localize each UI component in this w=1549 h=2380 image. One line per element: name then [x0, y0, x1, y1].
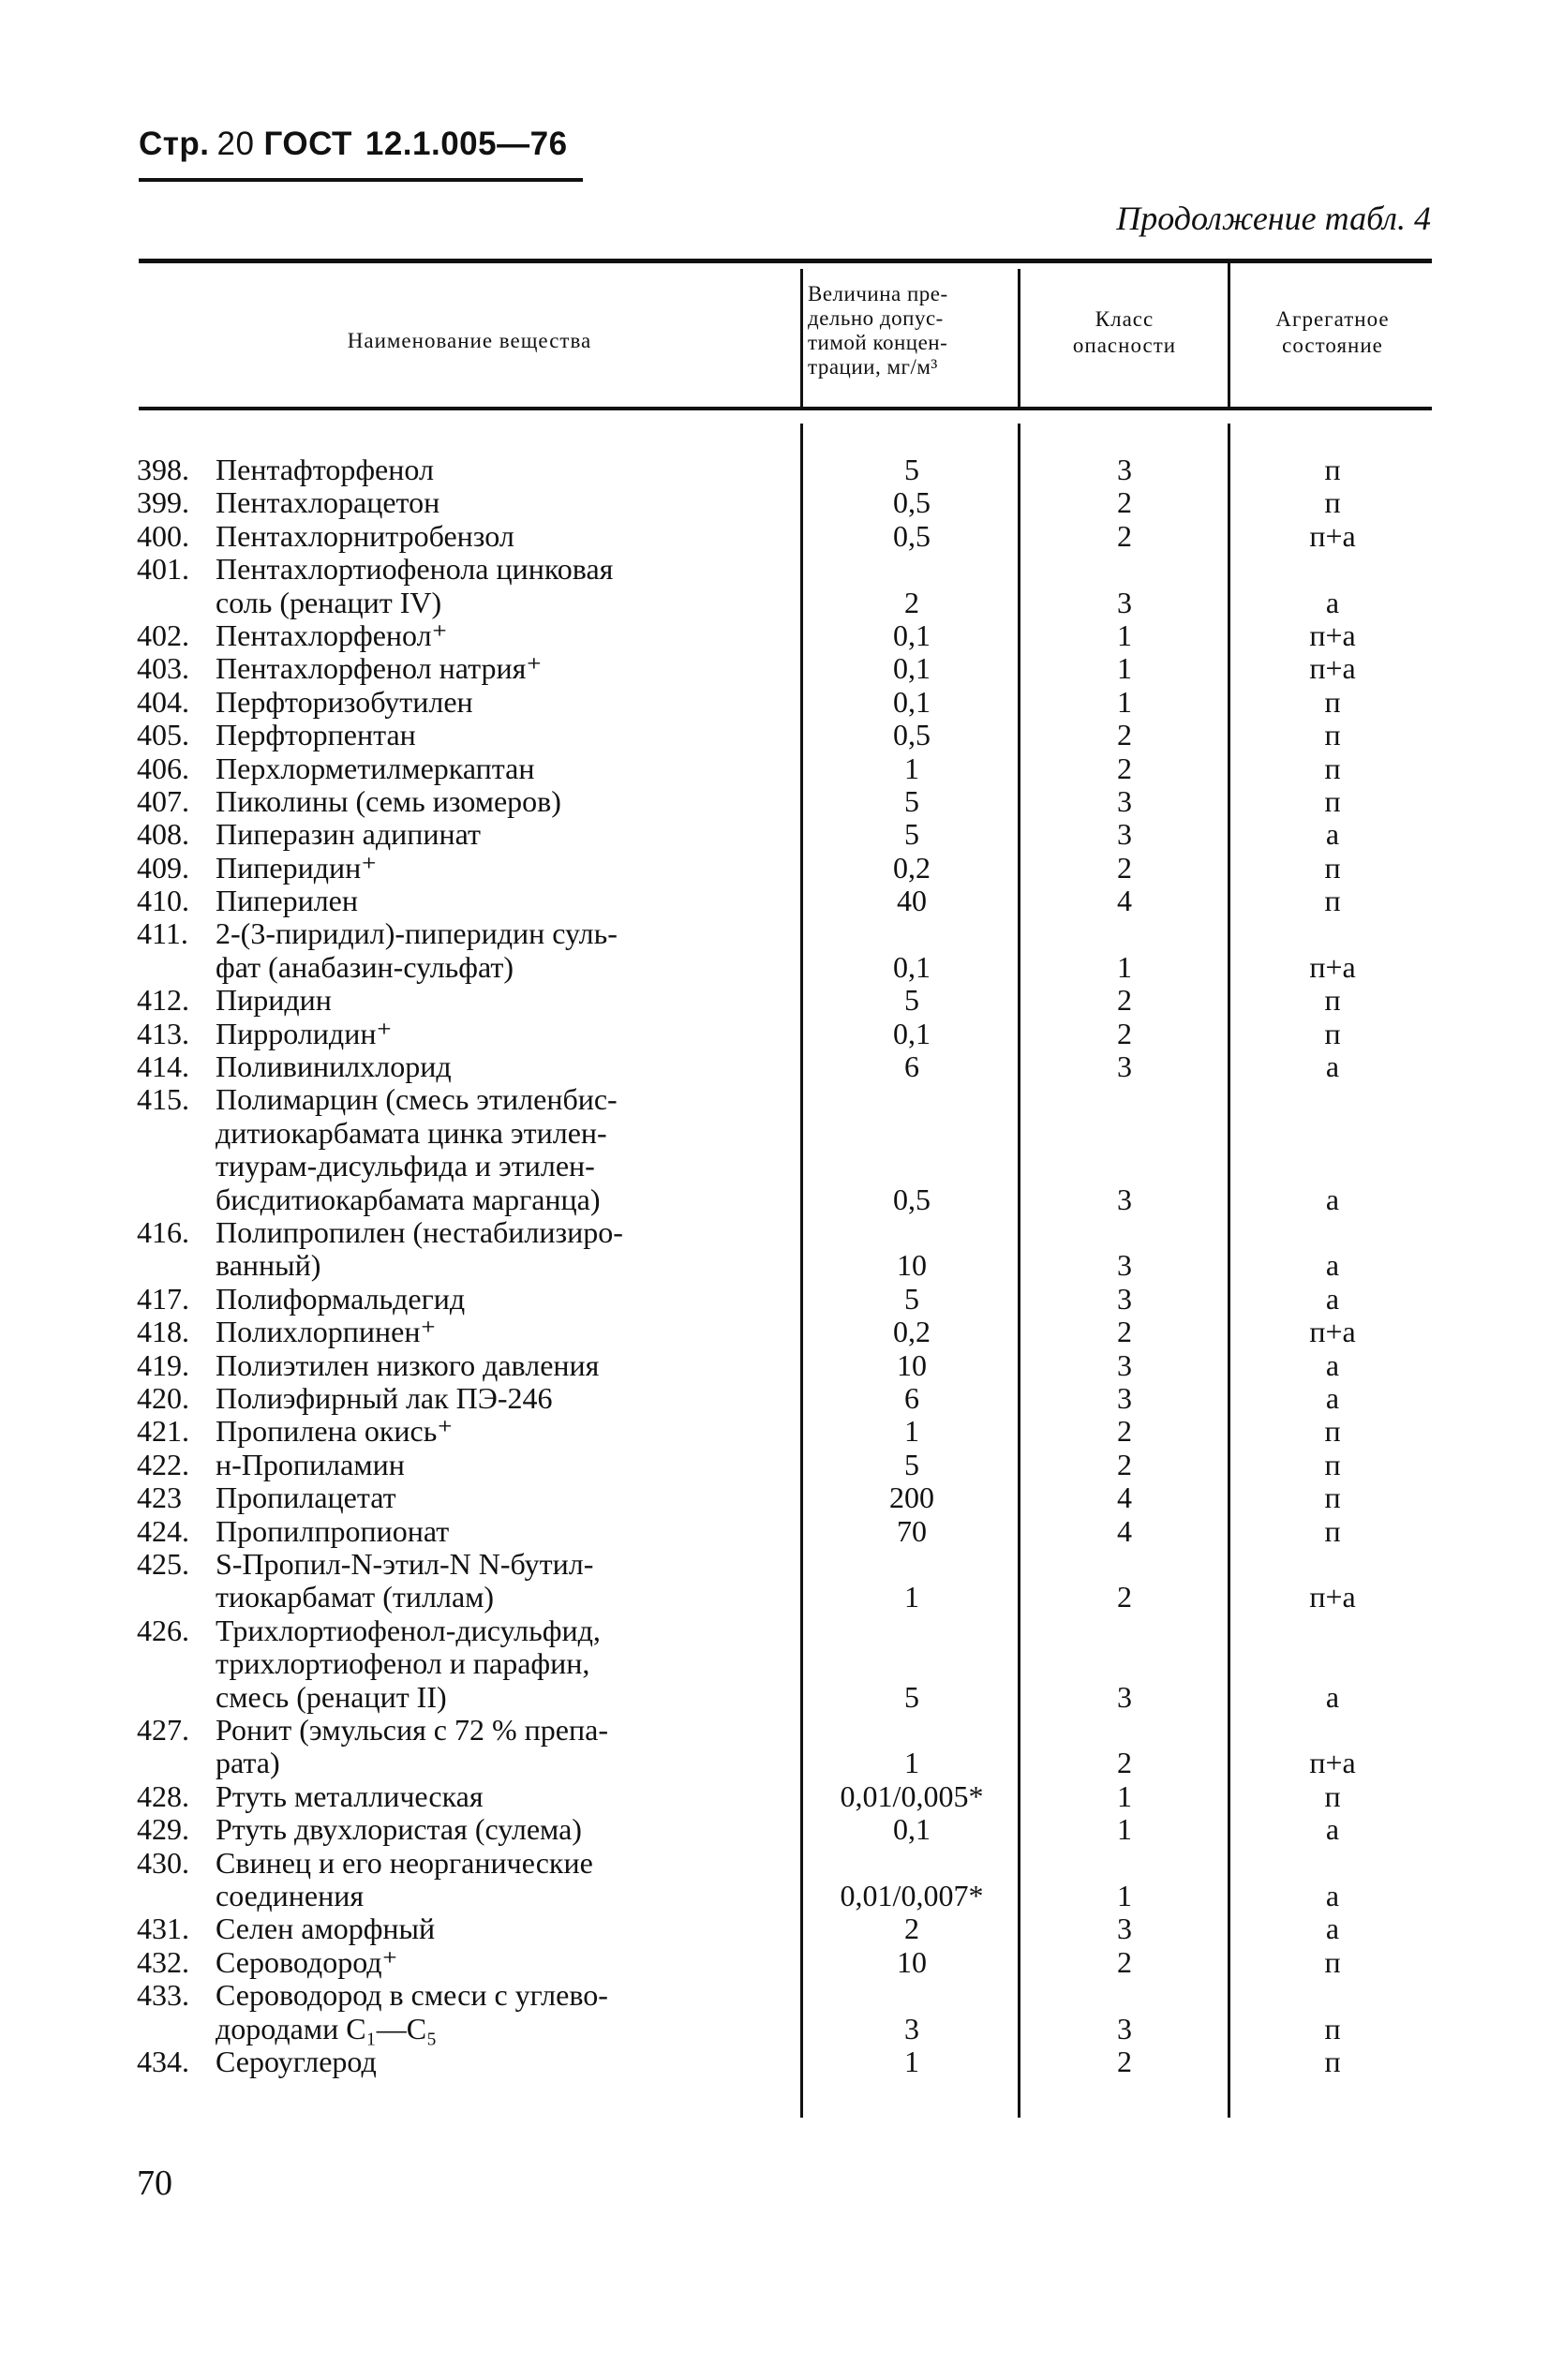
table-row: [0, 752, 1549, 785]
column-header-line: опасности: [1072, 334, 1177, 357]
substance-name-line: соединения: [216, 1878, 365, 1912]
row-number: 419.: [137, 1347, 189, 1382]
substance-name-line: Перхлорметилмеркаптан: [216, 751, 535, 785]
substance-name: [216, 1316, 797, 1348]
table-row: [0, 818, 1549, 851]
row-number: 433.: [137, 1978, 189, 2013]
concentration-value: 0,5: [893, 718, 931, 752]
aggregate-state: п+а: [1309, 949, 1356, 984]
substance-name-line: Трихлортиофенол-дисульфид,: [216, 1613, 601, 1647]
row-number: 426.: [137, 1613, 189, 1647]
hazard-class: 4: [1117, 1513, 1132, 1548]
substance-name: [216, 1283, 797, 1316]
row-number: 421.: [137, 1414, 189, 1449]
substance-name: [216, 1515, 797, 1548]
row-number: 401.: [137, 552, 189, 587]
substance-name-line: н-Пропиламин: [216, 1447, 405, 1481]
table-row: [0, 1283, 1549, 1316]
column-header-line: трации, мг/м³: [808, 355, 938, 379]
row-number: 423: [137, 1480, 182, 1515]
substance-name: [216, 1912, 797, 1945]
substance-name-line: 2-(3-пиридил)-пиперидин суль-: [216, 916, 618, 951]
aggregate-state: п: [1324, 453, 1341, 486]
table-row: [0, 917, 1549, 984]
concentration-value: 5: [904, 983, 919, 1018]
substance-name: [216, 1216, 797, 1283]
hazard-class: 3: [1117, 1381, 1132, 1416]
hazard-class: 3: [1117, 1347, 1132, 1382]
row-number: 403.: [137, 651, 189, 686]
hazard-class: 2: [1117, 1746, 1132, 1780]
column-header-state: [1233, 306, 1432, 359]
concentration-value: 0,1: [893, 651, 931, 686]
substance-name: [216, 1780, 797, 1813]
table-row: [0, 785, 1549, 818]
concentration-value: 1: [904, 2044, 919, 2078]
concentration-value: 0,2: [893, 850, 931, 885]
table-row: [0, 520, 1549, 553]
substance-name-line: Пиколины (семь изомеров): [216, 783, 561, 818]
substance-name-line: Сероуглерод: [216, 2044, 377, 2078]
table-row: [0, 1316, 1549, 1348]
row-number: 422.: [137, 1447, 189, 1481]
table-header-rule: [139, 407, 1432, 410]
substance-name: [216, 917, 797, 984]
substance-name-line: тиурам-дисульфида и этилен-: [216, 1149, 595, 1183]
row-number: 428.: [137, 1778, 189, 1813]
row-number: 432.: [137, 1944, 189, 1979]
substance-name-line: Пентахлортиофенола цинковая: [216, 552, 614, 587]
concentration-value: 5: [904, 1679, 919, 1714]
hazard-class: 1: [1117, 1778, 1132, 1813]
hazard-class: 2: [1117, 751, 1132, 785]
substance-name: [216, 619, 797, 652]
table-row: [0, 1083, 1549, 1216]
aggregate-state: п: [1324, 718, 1341, 752]
substance-name-line: Сероводород⁺: [216, 1944, 398, 1979]
concentration-value: 1: [904, 1580, 919, 1614]
substance-name: [216, 719, 797, 751]
concentration-value: 5: [904, 1281, 919, 1316]
concentration-value: 0,01/0,005*: [840, 1778, 984, 1813]
concentration-value: 1: [904, 1414, 919, 1449]
aggregate-state: а: [1325, 817, 1340, 852]
substance-name: [216, 1946, 797, 1979]
concentration-value: 6: [904, 1381, 919, 1416]
substance-name: [216, 1415, 797, 1448]
hazard-class: 2: [1117, 1580, 1132, 1614]
table-row: [0, 1515, 1549, 1548]
substance-name-line: Свинец и его неорганические: [216, 1845, 593, 1880]
header-rule: [139, 178, 583, 182]
table-row: [0, 984, 1549, 1017]
aggregate-state: а: [1325, 1347, 1340, 1382]
hazard-class: 3: [1117, 1911, 1132, 1946]
row-number: 420.: [137, 1381, 189, 1416]
row-number: 411.: [137, 916, 188, 951]
concentration-value: 40: [897, 884, 927, 918]
table-continuation-caption: Продолжение табл. 4: [1116, 200, 1431, 237]
running-header: [139, 126, 568, 163]
aggregate-state: п: [1324, 1414, 1341, 1449]
hazard-class: 1: [1117, 1878, 1132, 1912]
substance-name: [216, 2045, 797, 2078]
substance-name: [216, 1614, 797, 1714]
row-number: 410.: [137, 884, 189, 918]
substance-name-line: S-Пропил-N-этил-N N-бутил-: [216, 1546, 594, 1581]
concentration-value: 1: [904, 751, 919, 785]
row-number: 413.: [137, 1016, 189, 1050]
substance-name-line: Сероводород в смеси с углево-: [216, 1978, 608, 2013]
table-row: [0, 1216, 1549, 1283]
concentration-value: 0,2: [893, 1315, 931, 1349]
row-number: 404.: [137, 684, 189, 719]
table-row: [0, 686, 1549, 719]
aggregate-state: п: [1324, 1778, 1341, 1813]
aggregate-state: п: [1324, 2011, 1341, 2045]
concentration-value: 0,5: [893, 518, 931, 553]
row-number: 417.: [137, 1281, 189, 1316]
hazard-class: 3: [1117, 453, 1132, 486]
row-number: 430.: [137, 1845, 189, 1880]
substance-name-line: Полиэфирный лак ПЭ-246: [216, 1381, 553, 1416]
substance-name: [216, 818, 797, 851]
substance-name-line: Ртуть двухлористая (сулема): [216, 1812, 582, 1847]
row-number: 424.: [137, 1513, 189, 1548]
concentration-value: 0,1: [893, 949, 931, 984]
column-header-line: Величина пре-: [808, 282, 948, 305]
substance-name: [216, 752, 797, 785]
standard-number: 12.1.005—76: [365, 126, 568, 162]
aggregate-state: п+а: [1309, 518, 1356, 553]
table-row: [0, 1481, 1549, 1514]
substance-name-line: Пентахлорацетон: [216, 485, 440, 520]
hazard-class: 2: [1117, 518, 1132, 553]
hazard-class: 2: [1117, 1414, 1132, 1449]
substance-name: [216, 520, 797, 553]
substance-name-line: Пиперазин адипинат: [216, 817, 481, 852]
aggregate-state: а: [1325, 585, 1340, 619]
concentration-value: 70: [897, 1513, 927, 1548]
aggregate-state: а: [1325, 1679, 1340, 1714]
row-number: 408.: [137, 817, 189, 852]
hazard-class: 3: [1117, 1248, 1132, 1283]
substance-name-line: фат (анабазин-сульфат): [216, 949, 514, 984]
hazard-class: 2: [1117, 1944, 1132, 1979]
aggregate-state: п: [1324, 1480, 1341, 1515]
table-row: [0, 454, 1549, 486]
row-number: 399.: [137, 485, 189, 520]
substance-name: [216, 486, 797, 519]
row-number: 415.: [137, 1082, 189, 1117]
aggregate-state: п+а: [1309, 617, 1356, 652]
standard-label: ГОСТ: [263, 126, 352, 162]
aggregate-state: а: [1325, 1381, 1340, 1416]
concentration-value: 2: [904, 1911, 919, 1946]
aggregate-state: а: [1325, 1911, 1340, 1946]
aggregate-state: а: [1325, 1182, 1340, 1216]
concentration-value: 10: [897, 1248, 927, 1283]
table-row: [0, 1415, 1549, 1448]
substance-name-line: ванный): [216, 1248, 321, 1283]
substance-name: [216, 1050, 797, 1083]
hazard-class: 2: [1117, 2044, 1132, 2078]
column-header-concentration: [808, 282, 1016, 379]
concentration-value: 10: [897, 1347, 927, 1382]
row-number: 400.: [137, 518, 189, 553]
table-row: [0, 1979, 1549, 2045]
table-row: [0, 486, 1549, 519]
table-row: [0, 1018, 1549, 1050]
hazard-class: 3: [1117, 1679, 1132, 1714]
substance-name: [216, 1714, 797, 1780]
table-row: [0, 1050, 1549, 1083]
hazard-class: 2: [1117, 1315, 1132, 1349]
substance-name: [216, 1083, 797, 1216]
substance-name-line: Полихлорпинен⁺: [216, 1315, 437, 1349]
page-number-header: 20: [216, 126, 255, 162]
hazard-class: 3: [1117, 1049, 1132, 1084]
column-header-line: Класс: [1095, 307, 1154, 331]
substance-name-line: рата): [216, 1746, 280, 1780]
hazard-class: 2: [1117, 1016, 1132, 1050]
hazard-class: 4: [1117, 884, 1132, 918]
row-number: 425.: [137, 1546, 189, 1581]
aggregate-state: п: [1324, 850, 1341, 885]
substance-name-line: смесь (ренацит II): [216, 1679, 447, 1714]
row-number: 405.: [137, 718, 189, 752]
substance-name: [216, 1847, 797, 1913]
concentration-value: 0,5: [893, 1182, 931, 1216]
hazard-class: 1: [1117, 684, 1132, 719]
concentration-value: 5: [904, 1447, 919, 1481]
substance-name-line: Ртуть металлическая: [216, 1778, 484, 1813]
substance-name-line: соль (ренацит IV): [216, 585, 442, 619]
concentration-value: 200: [889, 1480, 934, 1515]
table-row: [0, 852, 1549, 885]
table-row: [0, 553, 1549, 619]
substance-name: [216, 885, 797, 917]
substance-name: [216, 454, 797, 486]
row-number: 406.: [137, 751, 189, 785]
aggregate-state: п: [1324, 1513, 1341, 1548]
row-number: 431.: [137, 1911, 189, 1946]
concentration-value: 6: [904, 1049, 919, 1084]
aggregate-state: п+а: [1309, 1746, 1356, 1780]
substance-name-line: Поливинилхлорид: [216, 1049, 452, 1084]
aggregate-state: п: [1324, 2044, 1341, 2078]
substance-name-line: трихлортиофенол и парафин,: [216, 1646, 590, 1681]
hazard-class: 3: [1117, 585, 1132, 619]
substance-name-line: тиокарбамат (тиллам): [216, 1580, 495, 1614]
row-number: 416.: [137, 1215, 189, 1250]
substance-name: [216, 1813, 797, 1846]
hazard-class: 2: [1117, 850, 1132, 885]
hazard-class: 1: [1117, 1812, 1132, 1847]
hazard-class: 3: [1117, 2011, 1132, 2045]
page-label: Стр.: [139, 126, 210, 162]
concentration-value: 10: [897, 1944, 927, 1979]
concentration-value: 2: [904, 585, 919, 619]
hazard-class: 2: [1117, 1447, 1132, 1481]
aggregate-state: п+а: [1309, 1580, 1356, 1614]
row-number: 427.: [137, 1712, 189, 1747]
table-row: [0, 1780, 1549, 1813]
hazard-class: 2: [1117, 983, 1132, 1018]
substance-name-line: Ронит (эмульсия с 72 % препа-: [216, 1712, 608, 1747]
substance-name-line: Пиперилен: [216, 884, 358, 918]
table-row: [0, 1946, 1549, 1979]
substance-name-line: Пентахлорнитробензол: [216, 518, 514, 553]
aggregate-state: а: [1325, 1878, 1340, 1912]
concentration-value: 1: [904, 1746, 919, 1780]
substance-name-line: Пиперидин⁺: [216, 850, 378, 885]
column-divider: [1018, 269, 1020, 407]
substance-table-body: [0, 454, 1549, 2078]
hazard-class: 3: [1117, 817, 1132, 852]
substance-name-line: Селен аморфный: [216, 1911, 436, 1946]
substance-name: [216, 1449, 797, 1481]
substance-name: [216, 785, 797, 818]
table-row: [0, 1449, 1549, 1481]
concentration-value: 0,1: [893, 684, 931, 719]
table-row: [0, 1614, 1549, 1714]
substance-name-line: Пропилена окись⁺: [216, 1414, 454, 1449]
concentration-value: 0,1: [893, 1812, 931, 1847]
table-row: [0, 1813, 1549, 1846]
substance-name-line: Пропилацетат: [216, 1480, 396, 1515]
row-number: 434.: [137, 2044, 189, 2078]
substance-name: [216, 1481, 797, 1514]
aggregate-state: а: [1325, 1812, 1340, 1847]
concentration-value: 0,01/0,007*: [840, 1878, 984, 1912]
substance-name: [216, 1979, 797, 2045]
hazard-class: 1: [1117, 617, 1132, 652]
substance-name: [216, 652, 797, 685]
hazard-class: 3: [1117, 1182, 1132, 1216]
table-top-rule: [139, 259, 1432, 263]
row-number: 407.: [137, 783, 189, 818]
column-divider: [800, 269, 803, 407]
row-number: 414.: [137, 1049, 189, 1084]
substance-name: [216, 852, 797, 885]
table-row: [0, 652, 1549, 685]
row-number: 412.: [137, 983, 189, 1018]
aggregate-state: п: [1324, 751, 1341, 785]
aggregate-state: а: [1325, 1281, 1340, 1316]
substance-name-line: Пиридин: [216, 983, 332, 1018]
hazard-class: 2: [1117, 485, 1132, 520]
table-row: [0, 2045, 1549, 2078]
substance-name-line: Полиэтилен низкого давления: [216, 1347, 600, 1382]
aggregate-state: а: [1325, 1248, 1340, 1283]
substance-name: [216, 553, 797, 619]
hazard-class: 4: [1117, 1480, 1132, 1515]
substance-name-line: Полипропилен (нестабилизиро-: [216, 1215, 623, 1250]
table-row: [0, 1714, 1549, 1780]
substance-name-line: дитиокарбамата цинка этилен-: [216, 1115, 607, 1150]
substance-name: [216, 1382, 797, 1415]
substance-name: [216, 1018, 797, 1050]
hazard-class: 3: [1117, 783, 1132, 818]
column-header-line: тимой концен-: [808, 331, 948, 354]
aggregate-state: п+а: [1309, 1315, 1356, 1349]
hazard-class: 2: [1117, 718, 1132, 752]
substance-name-line: бисдитиокарбамата марганца): [216, 1182, 601, 1216]
aggregate-state: п: [1324, 1944, 1341, 1979]
concentration-value: 5: [904, 817, 919, 852]
column-divider: [1228, 259, 1230, 407]
substance-name-line: Полимарцин (смесь этиленбис-: [216, 1082, 618, 1117]
substance-name: [216, 686, 797, 719]
row-number: 429.: [137, 1812, 189, 1847]
concentration-value: 3: [904, 2011, 919, 2045]
row-number: 402.: [137, 617, 189, 652]
row-number: 398.: [137, 453, 189, 486]
concentration-value: 5: [904, 783, 919, 818]
hazard-class: 3: [1117, 1281, 1132, 1316]
page-number-footer: 70: [137, 2164, 172, 2203]
aggregate-state: п: [1324, 684, 1341, 719]
substance-name-line: Пентафторфенол: [216, 453, 434, 486]
substance-name-line: Перфторпентан: [216, 718, 416, 752]
column-header-line: дельно допус-: [808, 306, 944, 330]
substance-name-line: Пропилпропионат: [216, 1513, 450, 1548]
aggregate-state: п: [1324, 884, 1341, 918]
table-row: [0, 1382, 1549, 1415]
substance-name: [216, 984, 797, 1017]
substance-name-line: Пентахлорфенол⁺: [216, 617, 448, 652]
aggregate-state: п+а: [1309, 651, 1356, 686]
aggregate-state: п: [1324, 983, 1341, 1018]
aggregate-state: п: [1324, 1016, 1341, 1050]
substance-name: [216, 1548, 797, 1614]
column-header-line: состояние: [1282, 334, 1383, 357]
table-row: [0, 1912, 1549, 1945]
concentration-value: 0,5: [893, 485, 931, 520]
aggregate-state: а: [1325, 1049, 1340, 1084]
table-row: [0, 619, 1549, 652]
aggregate-state: п: [1324, 783, 1341, 818]
substance-name-line: Полиформальдегид: [216, 1281, 466, 1316]
substance-name-line: Пирролидин⁺: [216, 1016, 393, 1050]
substance-name-line: Перфторизобутилен: [216, 684, 473, 719]
table-row: [0, 1847, 1549, 1913]
table-row: [0, 719, 1549, 751]
substance-name: [216, 1349, 797, 1382]
concentration-value: 0,1: [893, 1016, 931, 1050]
table-row: [0, 1548, 1549, 1614]
substance-name-line: дородами C₁—C₅: [216, 2011, 438, 2045]
substance-name-line: Пентахлорфенол натрия⁺: [216, 651, 543, 686]
concentration-value: 0,1: [893, 617, 931, 652]
hazard-class: 1: [1117, 949, 1132, 984]
aggregate-state: п: [1324, 485, 1341, 520]
row-number: 418.: [137, 1315, 189, 1349]
concentration-value: 5: [904, 453, 919, 486]
table-row: [0, 1349, 1549, 1382]
column-header-line: Агрегатное: [1275, 307, 1390, 331]
aggregate-state: п: [1324, 1447, 1341, 1481]
hazard-class: 1: [1117, 651, 1132, 686]
column-header-name: Наименование вещества: [347, 329, 592, 352]
table-row: [0, 885, 1549, 917]
column-header-class: [1023, 306, 1226, 359]
row-number: 409.: [137, 850, 189, 885]
